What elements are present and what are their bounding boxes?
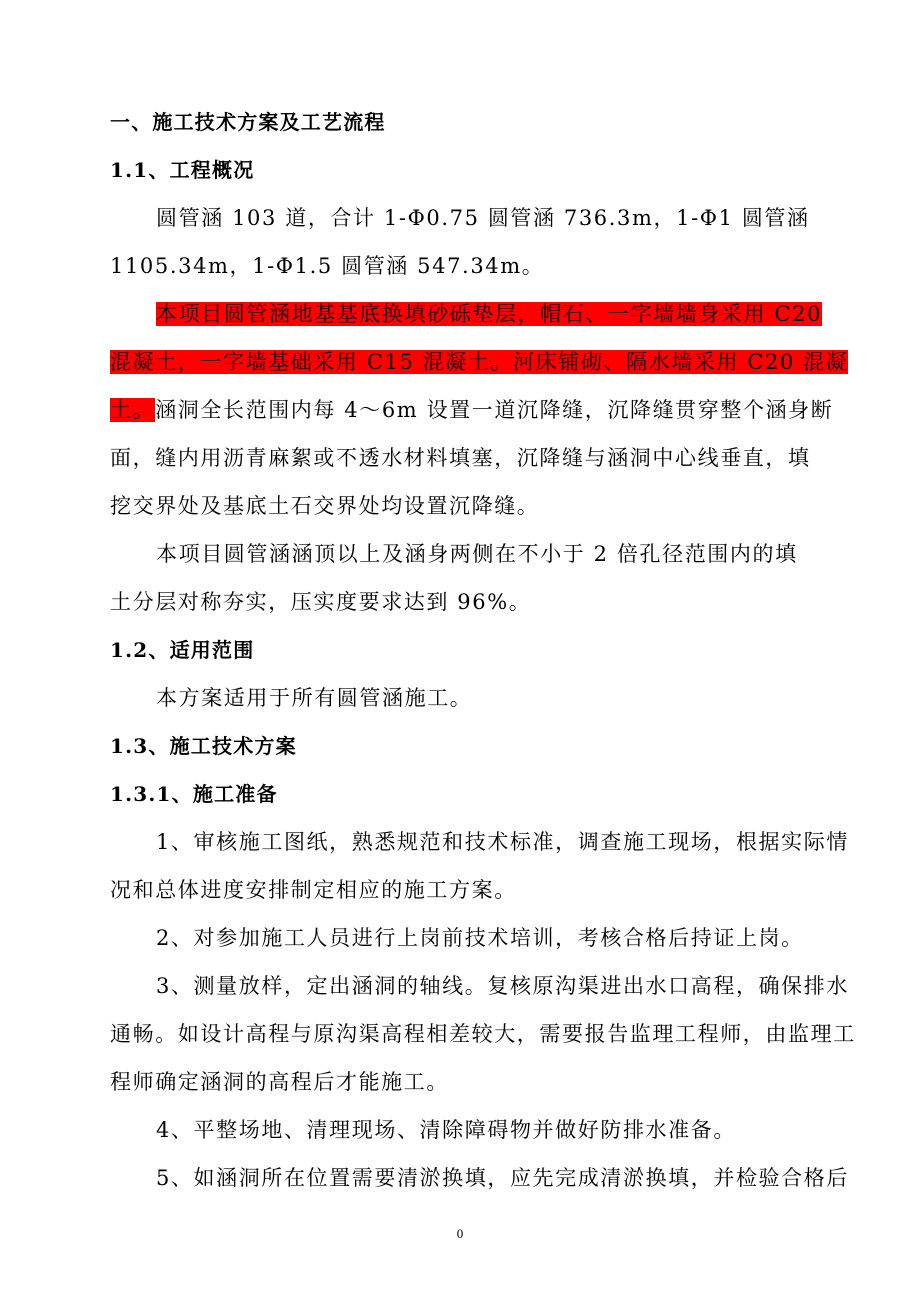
highlighted-line xyxy=(156,294,828,334)
paragraph-line: 圆管涵 103 道，合计 1-Φ0.75 圆管涵 736.3m，1-Φ1 圆管涵 xyxy=(156,206,810,230)
heading-1-3-1: 1.3.1、施工准备 xyxy=(110,782,278,806)
paragraph-line: 土分层对称夯实，压实度要求达到 96%。 xyxy=(110,590,532,614)
paragraph-line: 4、平整场地、清理现场、清除障碍物并做好防排水准备。 xyxy=(156,1118,736,1142)
highlighted-text: 土。 xyxy=(110,398,156,422)
heading-1: 一、施工技术方案及工艺流程 xyxy=(110,110,386,134)
paragraph-line: 1105.34m，1-Φ1.5 圆管涵 547.34m。 xyxy=(110,254,545,278)
paragraph-line: 本项目圆管涵涵顶以上及涵身两侧在不小于 2 倍孔径范围内的填 xyxy=(156,542,798,566)
paragraph-text: 涵洞全长范围内每 4～6m 设置一道沉降缝，沉降缝贯穿整个涵身断 xyxy=(155,398,834,422)
heading-1-3: 1.3、施工技术方案 xyxy=(110,734,297,758)
paragraph-line: 本方案适用于所有圆管涵施工。 xyxy=(156,686,473,710)
highlighted-text: 本项目圆管涵地基基底换填砂砾垫层，帽石、一字墙墙身采用 C20 xyxy=(156,302,823,326)
paragraph-line: 况和总体进度安排制定相应的施工方案。 xyxy=(110,878,517,902)
heading-1-2: 1.2、适用范围 xyxy=(110,638,255,662)
highlighted-text: 混凝土，一字墙基础采用 C15 混凝土。河床铺砌、隔水墙采用 C20 混凝 xyxy=(110,350,849,374)
paragraph-line: 5、如涵洞所在位置需要清淤换填，应先完成清淤换填，并检验合格后 xyxy=(156,1166,849,1190)
paragraph-line: 通畅。如设计高程与原沟渠高程相差较大，需要报告监理工程师，由监理工 xyxy=(110,1022,856,1046)
highlighted-line xyxy=(110,342,849,382)
paragraph-line: 2、对参加施工人员进行上岗前技术培训，考核合格后持证上岗。 xyxy=(156,926,804,950)
heading-1-1: 1.1、工程概况 xyxy=(110,158,255,182)
paragraph-line: 3、测量放样，定出涵洞的轴线。复核原沟渠进出水口高程，确保排水 xyxy=(156,974,849,998)
paragraph-line xyxy=(110,390,834,430)
paragraph-line: 1、审核施工图纸，熟悉规范和技术标准，调查施工现场，根据实际情 xyxy=(156,830,849,854)
paragraph-line: 面，缝内用沥青麻絮或不透水材料填塞，沉降缝与涵洞中心线垂直，填 xyxy=(110,446,811,470)
paragraph-line: 挖交界处及基底土石交界处均设置沉降缝。 xyxy=(110,494,540,518)
page-number: 0 xyxy=(456,1226,464,1241)
paragraph-line: 程师确定涵洞的高程后才能施工。 xyxy=(110,1070,449,1094)
